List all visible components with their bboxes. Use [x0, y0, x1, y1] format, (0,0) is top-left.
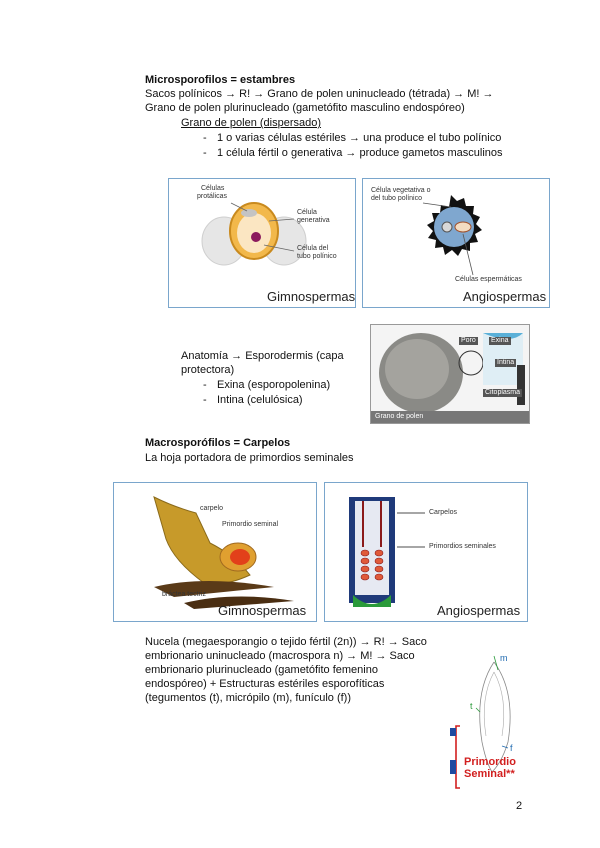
label-grano-de-polen: Grano de polen [375, 413, 424, 420]
macro-heading: Macrosporófilos = Carpelos [145, 437, 291, 449]
micro-line-1: Sacos polínicos → R! → Grano de polen uninucleado (tétrada) → M! → [145, 88, 494, 100]
label-exina: Exina [491, 337, 509, 344]
label-primordio: Primordio [464, 756, 516, 768]
nucela-line-3: embrionario plurinucleado (gametófito femenino [145, 664, 378, 676]
label-generativa: generativa [297, 217, 330, 224]
label-carpelo: carpelo [200, 505, 223, 512]
bullet-dash: - [203, 379, 207, 391]
bullet-dash: - [203, 132, 207, 144]
angiosperm-carpel-illustration [325, 483, 527, 621]
macro-line-1: La hoja portadora de primordios seminales [145, 452, 354, 464]
label-seminal: Seminal** [464, 768, 515, 780]
label-carpelos: Carpelos [429, 509, 458, 516]
angiosperm-carpel-figure [324, 482, 528, 622]
caption-gimnospermas: Gimnospermas [218, 603, 307, 618]
page-number: 2 [516, 800, 523, 812]
nucela-line-4: endospóreo) + Estructuras estériles esporofíticas [145, 678, 385, 690]
label-intina: Intina [497, 359, 515, 366]
caption-gimnospermas: Gimnospermas [267, 289, 356, 304]
label-protalicas: protálicas [197, 193, 227, 200]
label-celulas: Células [201, 185, 225, 192]
micro-subheading: Grano de polen (dispersado) [181, 117, 322, 129]
bullet-dash: - [203, 147, 207, 159]
label-poro: Poro [461, 337, 476, 344]
gymnosperm-carpel-illustration [114, 483, 316, 621]
nucela-line-2: embrionario uninucleado (macrospora n) → M! → Saco [145, 650, 415, 662]
label-f: f [510, 743, 513, 753]
gymnosperm-pollen-figure [168, 178, 356, 308]
caption-angiospermas: Angiospermas [463, 289, 547, 304]
micro-bullet-1: 1 o varias células estériles → una produce el tubo polínico [217, 132, 502, 144]
anatomy-bullet-2: Intina (celulósica) [217, 394, 303, 406]
micro-bullet-2: 1 célula fértil o generativa → produce gametos masculinos [217, 147, 503, 159]
label-primordio-seminal: Primordio seminal [222, 521, 279, 528]
label-celula-del: Célula del [297, 245, 329, 252]
anatomy-bullet-1: Exina (esporopolenina) [217, 379, 331, 391]
label-celulas-espermaticas: Células espermáticas [455, 276, 522, 283]
gymnosperm-carpel-figure [113, 482, 317, 622]
label-bractea-tectriz: bráctea tectriz [162, 591, 206, 598]
label-del-tubo: del tubo polínico [371, 195, 422, 202]
angiosperm-pollen-figure [362, 178, 550, 308]
nucela-line-5: (tegumentos (t), micrópilo (m), funículo (f)) [145, 692, 351, 704]
anatomy-line-2: protectora) [181, 364, 235, 376]
caption-angiospermas: Angiospermas [437, 603, 521, 618]
nucela-line-1: Nucela (megaesporangio o tejido fértil (2n)) → R! → Saco [145, 636, 427, 648]
micro-heading: Microsporofilos = estambres [145, 74, 296, 86]
pollen-micrograph [370, 324, 530, 424]
label-citoplasma: Citoplasma [485, 389, 521, 396]
bullet-dash: - [203, 394, 207, 406]
label-celula-vegetativa: Célula vegetativa o [371, 187, 431, 194]
primordio-seminal-diagram [446, 652, 542, 792]
label-m: m [500, 653, 508, 663]
anatomy-line-1: Anatomía → Esporodermis (capa [181, 350, 344, 362]
label-celula: Célula [297, 209, 317, 216]
label-t: t [470, 701, 473, 711]
label-tubo-polinico: tubo polínico [297, 253, 337, 260]
label-primordios-seminales: Primordios seminales [429, 543, 496, 550]
micro-line-2: Grano de polen plurinucleado (gametófito masculino endospóreo) [145, 102, 465, 114]
